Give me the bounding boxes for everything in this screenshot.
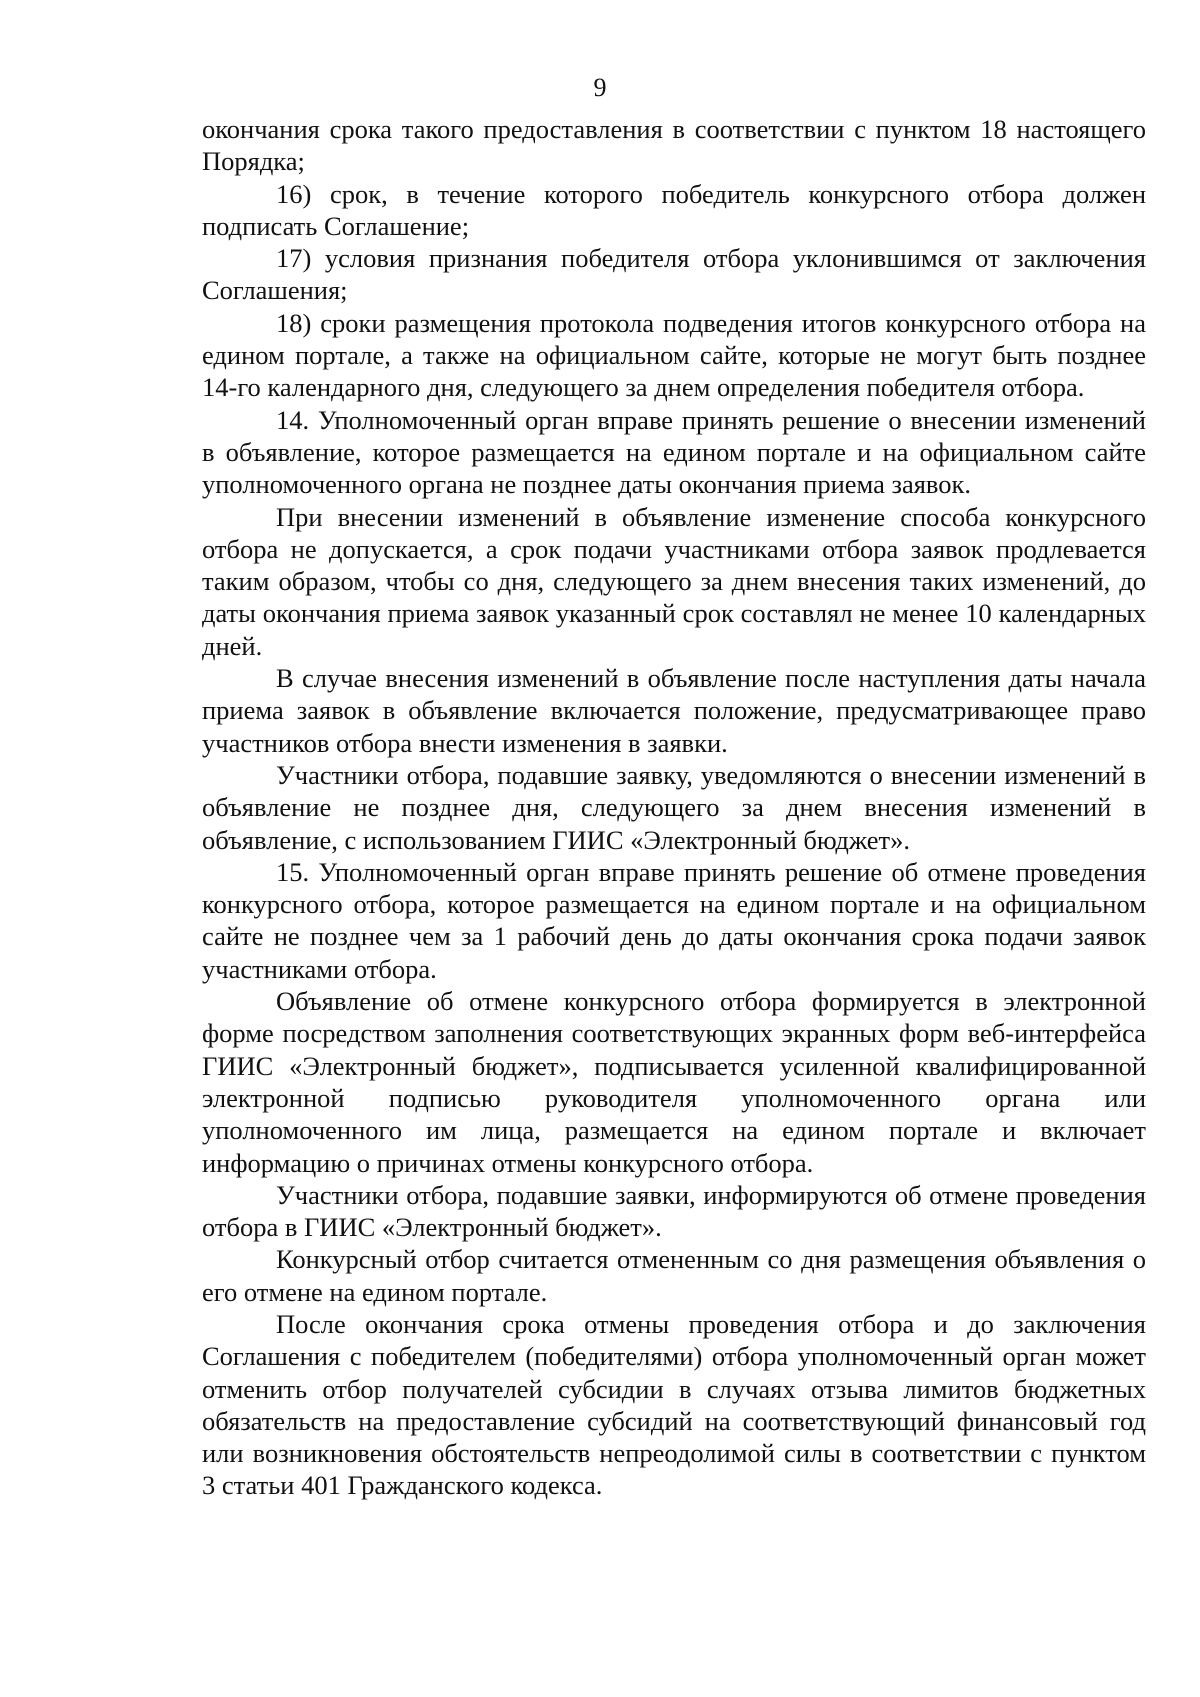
paragraph-clause-15-participants: Участники отбора, подавшие заявки, информируются об отмене проведения отбора в ГИИС «Электронный бюджет». (202, 1179, 1146, 1243)
paragraph-clause-15-after-deadline: После окончания срока отмены проведения отбора и до заключения Соглашения с победителем (победителями) отбора уполномоченный орган может отменить отбор получателей субсидии в случаях отзыва лимитов бюджетных обязательств на предоставление субсидий на соответствующий финансовый год или возникновения обстоятельств непреодолимой силы в соответствии с пунктом 3 статьи 401 Гражданского кодекса. (202, 1308, 1146, 1501)
paragraph-item-16: 16) срок, в течение которого победитель конкурсного отбора должен подписать Соглашение; (202, 178, 1146, 241)
document-body (202, 113, 1146, 1502)
paragraph-clause-14: 14. Уполномоченный орган вправе принять решение о внесении изменений в объявление, которое размещается на едином портале и на официальном сайте уполномоченного органа не позднее даты окончания приема заявок. (202, 404, 1146, 500)
paragraph-clause-15-cancelled: Конкурсный отбор считается отмененным со дня размещения объявления о его отмене на едином портале. (202, 1244, 1146, 1307)
paragraph-item-18: 18) сроки размещения протокола подведения итогов конкурсного отбора на едином портале, а также на официальном сайте, которые не могут быть позднее 14-го календарного дня, следующего за днем определения победителя отбора. (202, 307, 1146, 403)
paragraph-item-17: 17) условия признания победителя отбора уклонившимся от заключения Соглашения; (202, 243, 1146, 306)
paragraph-clause-14-changes: При внесении изменений в объявление изменение способа конкурсного отбора не допускается, а срок подачи участниками отбора заявок продлевается таким образом, чтобы со дня, следующего за днем внесения таких изменений, до даты окончания приема заявок указанный срок составлял не менее 10 календарных дней. (202, 501, 1146, 661)
page-number: 9 (593, 73, 607, 102)
paragraph-clause-14-notification: Участники отбора, подавшие заявку, уведомляются о внесении изменений в объявление не позднее дня, следующего за днем внесения изменений в объявление, с использованием ГИИС «Электронный бюджет». (202, 759, 1146, 855)
paragraph-continuation: окончания срока такого предоставления в соответствии с пунктом 18 настоящего Порядка; (202, 114, 1146, 177)
paragraph-clause-14-after-start: В случае внесения изменений в объявление после наступления даты начала приема заявок в объявление включается положение, предусматривающее право участников отбора внести изменения в заявки. (202, 663, 1146, 758)
paragraph-clause-15: 15. Уполномоченный орган вправе принять решение об отмене проведения конкурсного отбора, которое размещается на едином портале и на официальном сайте не позднее чем за 1 рабочий день до даты окончания срока подачи заявок участниками отбора. (202, 856, 1146, 984)
paragraph-clause-15-announcement: Объявление об отмене конкурсного отбора формируется в электронной форме посредством заполнения соответствующих экранных форм веб-интерфейса ГИИС «Электронный бюджет», подписывается усиленной квалифицированной электронной подписью руководителя уполномоченного органа или уполномоченного им лица, размещается на едином портале и включает информацию о причинах отмены конкурсного отбора. (202, 986, 1146, 1178)
